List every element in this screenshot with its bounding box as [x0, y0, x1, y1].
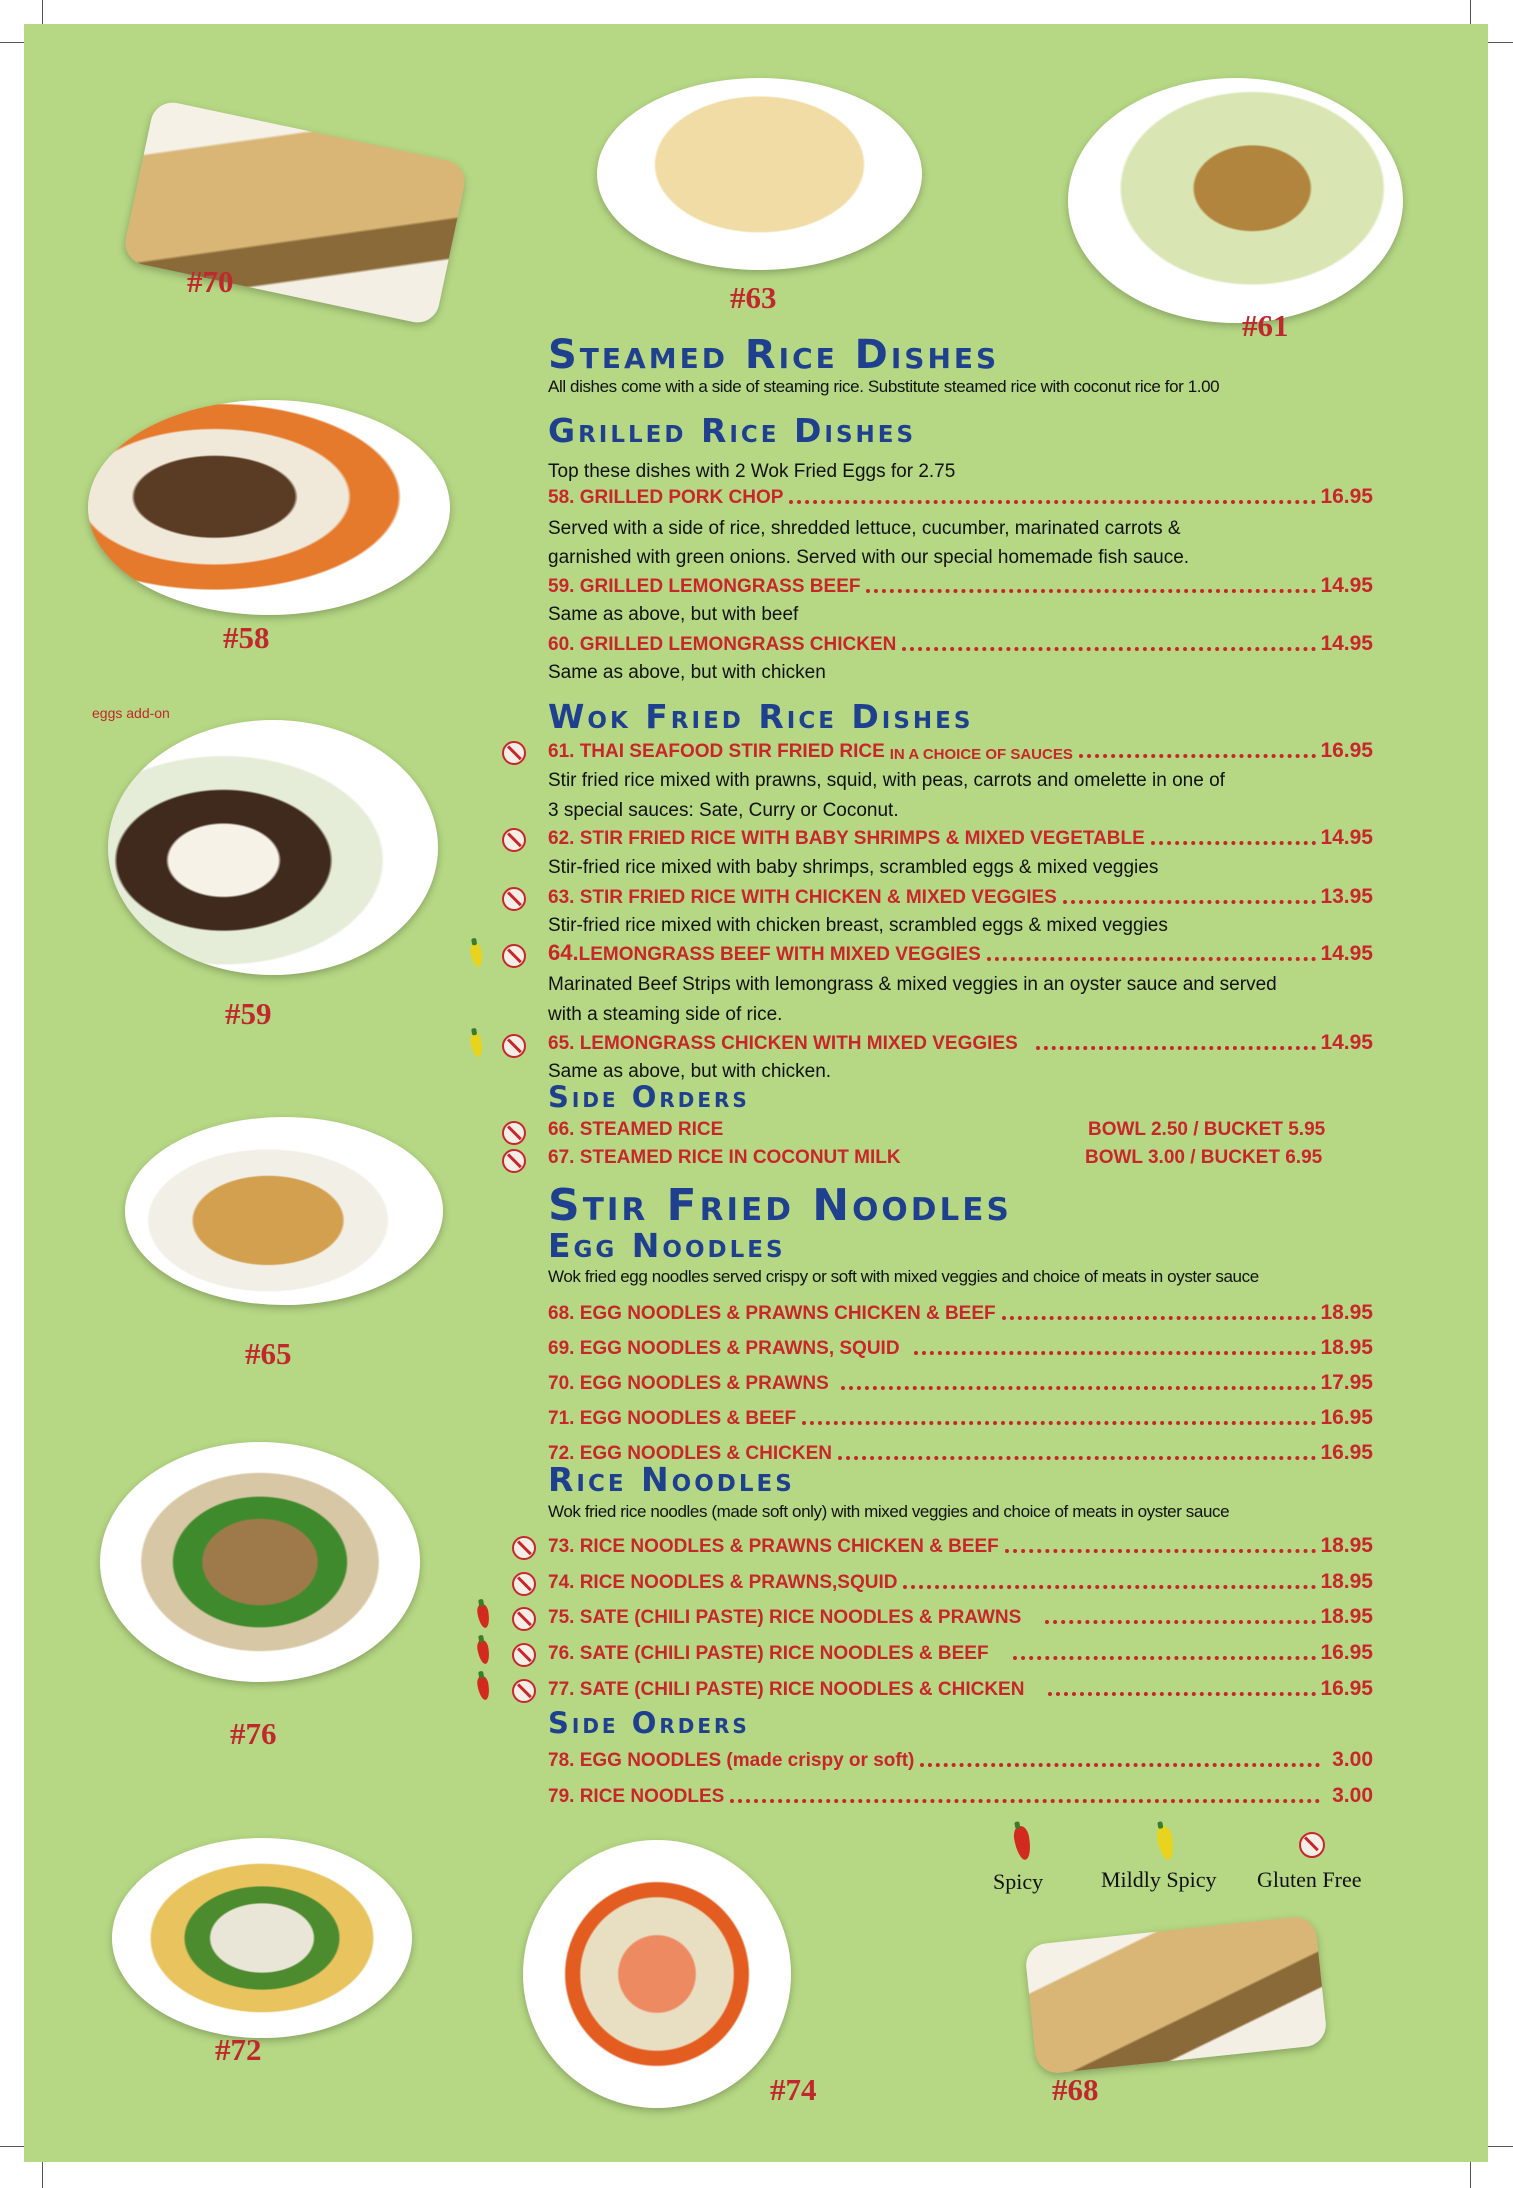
menu-item-72: 72. EGG NOODLES & CHICKEN 16.95 — [548, 1441, 1373, 1464]
dish-photo-58 — [88, 400, 450, 615]
gluten-free-icon — [502, 741, 526, 765]
egg-noodles-note: Wok fried egg noodles served crispy or soft with mixed veggies and choice of meats in oyster sauce — [548, 1267, 1259, 1286]
wok-heading: Wok Fried Rice Dishes — [548, 697, 974, 736]
gluten-free-icon — [512, 1643, 536, 1667]
menu-item-58: 58. GRILLED PORK CHOP 16.95 — [548, 485, 1373, 508]
gluten-free-icon — [512, 1536, 536, 1560]
legend-gluten-free-label: Gluten Free — [1257, 1867, 1362, 1892]
rice-noodles-heading: Rice Noodles — [548, 1460, 795, 1499]
menu-item-69: 69. EGG NOODLES & PRAWNS, SQUID 18.95 — [548, 1336, 1373, 1359]
menu-item-70: 70. EGG NOODLES & PRAWNS 17.95 — [548, 1371, 1373, 1394]
item-desc: Marinated Beef Strips with lemongrass & mixed veggies in an oyster sauce and served — [548, 974, 1277, 995]
menu-item-77: 77. SATE (CHILI PASTE) RICE NOODLES & CHICKEN 16.95 — [548, 1677, 1373, 1700]
menu-item-67: 67. STEAMED RICE IN COCONUT MILK BOWL 3.00 / BUCKET 6.95 — [548, 1147, 1323, 1168]
dish-label-63: #63 — [730, 280, 777, 315]
item-desc: Same as above, but with chicken. — [548, 1061, 832, 1082]
dish-label-74: #74 — [770, 2072, 817, 2107]
rice-noodles-note: Wok fried rice noodles (made soft only) with mixed veggies and choice of meats in oyster sauce — [548, 1502, 1230, 1521]
menu-item-59: 59. GRILLED LEMONGRASS BEEF 14.95 — [548, 574, 1373, 597]
steamed-heading: Steamed Rice Dishes — [548, 332, 1000, 378]
menu-item-75: 75. SATE (CHILI PASTE) RICE NOODLES & PRAWNS 18.95 — [548, 1605, 1373, 1628]
gluten-free-icon — [502, 887, 526, 911]
menu-item-71: 71. EGG NOODLES & BEEF 16.95 — [548, 1406, 1373, 1429]
item-desc: 3 special sauces: Sate, Curry or Coconut. — [548, 800, 899, 821]
item-desc: Stir-fried rice mixed with baby shrimps, scrambled eggs & mixed veggies — [548, 857, 1159, 878]
menu-item-63: 63. STIR FRIED RICE WITH CHICKEN & MIXED VEGGIES 13.95 — [548, 885, 1373, 908]
gluten-free-icon — [502, 1149, 526, 1173]
menu-item-60: 60. GRILLED LEMONGRASS CHICKEN 14.95 — [548, 632, 1373, 655]
menu-item-64: 64. LEMONGRASS BEEF WITH MIXED VEGGIES 14.95 — [548, 940, 1373, 965]
dish-photo-65 — [125, 1117, 443, 1305]
item-desc: Same as above, but with chicken — [548, 662, 826, 683]
dish-label-65: #65 — [245, 1336, 292, 1371]
noodles-heading: Stir Fried Noodles — [548, 1180, 1012, 1231]
steamed-note: All dishes come with a side of steaming rice. Substitute steamed rice with coconut rice for 1.00 — [548, 377, 1220, 396]
egg-noodles-heading: Egg Noodles — [548, 1226, 786, 1265]
gluten-free-icon — [512, 1572, 536, 1596]
gluten-free-icon — [512, 1679, 536, 1703]
gluten-free-icon — [502, 944, 526, 968]
dish-photo-63 — [597, 78, 922, 270]
dish-label-72: #72 — [215, 2032, 262, 2067]
menu-item-73: 73. RICE NOODLES & PRAWNS CHICKEN & BEEF 18.95 — [548, 1534, 1373, 1557]
noodle-side-orders-heading: Side Orders — [548, 1706, 750, 1740]
dish-label-59: #59 — [225, 996, 272, 1031]
gluten-free-icon — [502, 828, 526, 852]
dish-photo-59 — [108, 720, 438, 975]
menu-item-61: 61. THAI SEAFOOD STIR FRIED RICE IN A CHOICE OF SAUCES 16.95 — [548, 739, 1373, 763]
dish-photo-74 — [523, 1840, 791, 2108]
gluten-free-icon — [512, 1607, 536, 1631]
menu-item-79: 79. RICE NOODLES 3.00 — [548, 1784, 1373, 1807]
side-orders-heading: Side Orders — [548, 1080, 750, 1114]
grilled-heading: Grilled Rice Dishes — [548, 411, 917, 450]
item-desc: Stir-fried rice mixed with chicken breast, scrambled eggs & mixed veggies — [548, 915, 1168, 936]
legend-gluten-free-icon — [1299, 1832, 1325, 1858]
gluten-free-icon — [502, 1121, 526, 1145]
menu-item-68: 68. EGG NOODLES & PRAWNS CHICKEN & BEEF 18.95 — [548, 1301, 1373, 1324]
menu-item-78: 78. EGG NOODLES (made crispy or soft) 3.00 — [548, 1748, 1373, 1771]
item-desc: with a steaming side of rice. — [548, 1004, 783, 1025]
menu-item-76: 76. SATE (CHILI PASTE) RICE NOODLES & BEEF 16.95 — [548, 1641, 1373, 1664]
dish-label-58: #58 — [223, 620, 270, 655]
legend-mildly-spicy-label: Mildly Spicy — [1101, 1867, 1217, 1892]
grilled-note: Top these dishes with 2 Wok Fried Eggs for 2.75 — [548, 461, 956, 482]
dish-photo-72 — [112, 1838, 412, 2038]
dish-label-76: #76 — [230, 1716, 277, 1751]
dish-label-70: #70 — [187, 264, 234, 299]
dish-photo-76 — [100, 1442, 420, 1682]
item-desc: Same as above, but with beef — [548, 604, 799, 625]
item-desc: Stir fried rice mixed with prawns, squid, with peas, carrots and omelette in one of — [548, 770, 1225, 791]
menu-item-65: 65. LEMONGRASS CHICKEN WITH MIXED VEGGIES 14.95 — [548, 1031, 1373, 1054]
item-desc: Served with a side of rice, shredded lettuce, cucumber, marinated carrots & — [548, 518, 1181, 539]
menu-item-66: 66. STEAMED RICE BOWL 2.50 / BUCKET 5.95 — [548, 1119, 1326, 1140]
legend-spicy-label: Spicy — [993, 1869, 1044, 1894]
crop-mark — [1470, 2158, 1471, 2188]
gluten-free-icon — [502, 1034, 526, 1058]
dish-label-61: #61 — [1242, 308, 1289, 343]
dish-photo-61 — [1068, 78, 1403, 323]
menu-item-74: 74. RICE NOODLES & PRAWNS,SQUID 18.95 — [548, 1570, 1373, 1593]
crop-mark — [42, 2158, 43, 2188]
menu-item-62: 62. STIR FRIED RICE WITH BABY SHRIMPS & MIXED VEGETABLE 14.95 — [548, 826, 1373, 849]
item-desc: garnished with green onions. Served with our special homemade fish sauce. — [548, 547, 1190, 568]
eggs-addon-label: eggs add-on — [92, 705, 170, 721]
dish-label-68: #68 — [1052, 2072, 1099, 2107]
